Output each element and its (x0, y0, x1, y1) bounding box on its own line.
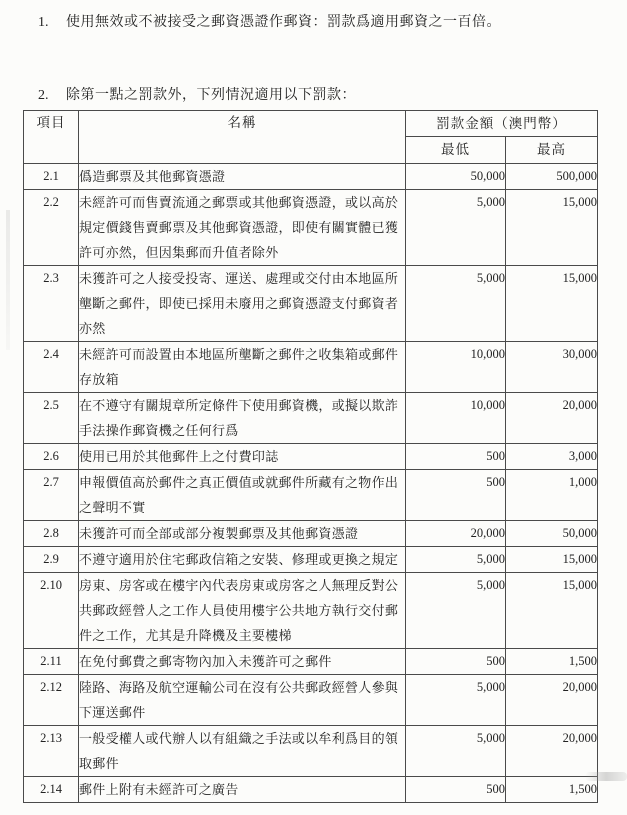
column-header-min: 最低 (406, 137, 506, 164)
intro-item-2 (38, 87, 356, 105)
intro-item-2-number: 2. (38, 88, 49, 103)
row-fine-min: 500 (406, 470, 506, 521)
row-name: 申報價值高於郵件之真正價值或就郵件所藏有之物作出之聲明不實 (79, 470, 406, 521)
table-row (24, 521, 598, 547)
table-body (24, 164, 598, 803)
row-fine-max: 20,000 (506, 726, 598, 777)
scan-artifact-edge (6, 210, 10, 350)
row-fine-max: 30,000 (506, 342, 598, 393)
intro-item-1 (38, 14, 501, 32)
column-header-fine-group: 罰款金額（澳門幣） (406, 111, 598, 137)
row-item-number: 2.6 (24, 444, 79, 470)
table-row (24, 675, 598, 726)
row-name: 未獲許可而全部或部分複製郵票及其他郵資憑證 (79, 521, 406, 547)
table-row (24, 777, 598, 803)
row-name: 僞造郵票及其他郵資憑證 (79, 164, 406, 190)
row-item-number: 2.9 (24, 547, 79, 573)
row-name: 陸路、海路及航空運輸公司在沒有公共郵政經營人參與下運送郵件 (79, 675, 406, 726)
row-fine-max: 50,000 (506, 521, 598, 547)
table-row (24, 266, 598, 342)
row-name: 未經許可而設置由本地區所壟斷之郵件之收集箱或郵件存放箱 (79, 342, 406, 393)
row-name: 未獲許可之人接受投寄、運送、處理或交付由本地區所壟斷之郵件，即使已採用未廢用之郵資憑證支付郵資者亦然 (79, 266, 406, 342)
table-row (24, 573, 598, 649)
row-fine-min: 10,000 (406, 342, 506, 393)
row-fine-min: 500 (406, 649, 506, 675)
row-fine-min: 5,000 (406, 266, 506, 342)
intro-item-2-text: 除第一點之罰款外，下列情況適用以下罰款： (66, 88, 356, 103)
row-fine-max: 1,500 (506, 777, 598, 803)
row-item-number: 2.12 (24, 675, 79, 726)
fines-table (23, 110, 598, 803)
row-fine-min: 5,000 (406, 726, 506, 777)
row-fine-min: 20,000 (406, 521, 506, 547)
table-row (24, 190, 598, 266)
row-name: 使用已用於其他郵件上之付費印誌 (79, 444, 406, 470)
column-header-name: 名稱 (79, 111, 406, 164)
row-name: 在不遵守有關規章所定條件下使用郵資機，或擬以欺詐手法操作郵資機之任何行爲 (79, 393, 406, 444)
row-fine-max: 1,000 (506, 470, 598, 521)
row-item-number: 2.3 (24, 266, 79, 342)
row-item-number: 2.10 (24, 573, 79, 649)
row-item-number: 2.11 (24, 649, 79, 675)
row-item-number: 2.5 (24, 393, 79, 444)
row-fine-min: 5,000 (406, 190, 506, 266)
row-item-number: 2.4 (24, 342, 79, 393)
intro-item-1-text: 使用無效或不被接受之郵資憑證作郵資：罰款爲適用郵資之一百倍。 (66, 15, 501, 30)
row-fine-max: 15,000 (506, 266, 598, 342)
row-item-number: 2.14 (24, 777, 79, 803)
table-row (24, 547, 598, 573)
row-fine-min: 5,000 (406, 573, 506, 649)
row-fine-min: 10,000 (406, 393, 506, 444)
row-fine-max: 20,000 (506, 675, 598, 726)
row-item-number: 2.7 (24, 470, 79, 521)
row-fine-min: 500 (406, 444, 506, 470)
row-fine-max: 15,000 (506, 190, 598, 266)
row-fine-min: 50,000 (406, 164, 506, 190)
row-item-number: 2.1 (24, 164, 79, 190)
row-item-number: 2.8 (24, 521, 79, 547)
table-row (24, 444, 598, 470)
row-fine-min: 5,000 (406, 675, 506, 726)
intro-item-1-number: 1. (38, 15, 49, 30)
row-fine-max: 500,000 (506, 164, 598, 190)
row-name: 在免付郵費之郵寄物內加入未獲許可之郵件 (79, 649, 406, 675)
table-row (24, 726, 598, 777)
row-fine-max: 20,000 (506, 393, 598, 444)
table-row (24, 393, 598, 444)
row-fine-max: 1,500 (506, 649, 598, 675)
row-item-number: 2.2 (24, 190, 79, 266)
table-row (24, 649, 598, 675)
row-name: 郵件上附有未經許可之廣告 (79, 777, 406, 803)
table-header-row-1 (24, 111, 598, 137)
row-fine-min: 500 (406, 777, 506, 803)
row-name: 不遵守適用於住宅郵政信箱之安裝、修理或更換之規定 (79, 547, 406, 573)
row-name: 房東、房客或在樓宇內代表房東或房客之人無理反對公共郵政經營人之工作人員使用樓宇公共地方執行交付郵件之工作，尤其是升降機及主要樓梯 (79, 573, 406, 649)
row-name: 未經許可而售賣流通之郵票或其他郵資憑證，或以高於規定價錢售賣郵票及其他郵資憑證，即使有關實體已獲許可亦然，但因集郵而升值者除外 (79, 190, 406, 266)
column-header-item: 項目 (24, 111, 79, 164)
row-fine-min: 5,000 (406, 547, 506, 573)
table-row (24, 470, 598, 521)
row-fine-max: 15,000 (506, 547, 598, 573)
table-row (24, 164, 598, 190)
row-name: 一般受權人或代辦人以有組織之手法或以牟利爲目的領取郵件 (79, 726, 406, 777)
column-header-max: 最高 (506, 137, 598, 164)
row-item-number: 2.13 (24, 726, 79, 777)
row-fine-max: 15,000 (506, 573, 598, 649)
table-row (24, 342, 598, 393)
row-fine-max: 3,000 (506, 444, 598, 470)
